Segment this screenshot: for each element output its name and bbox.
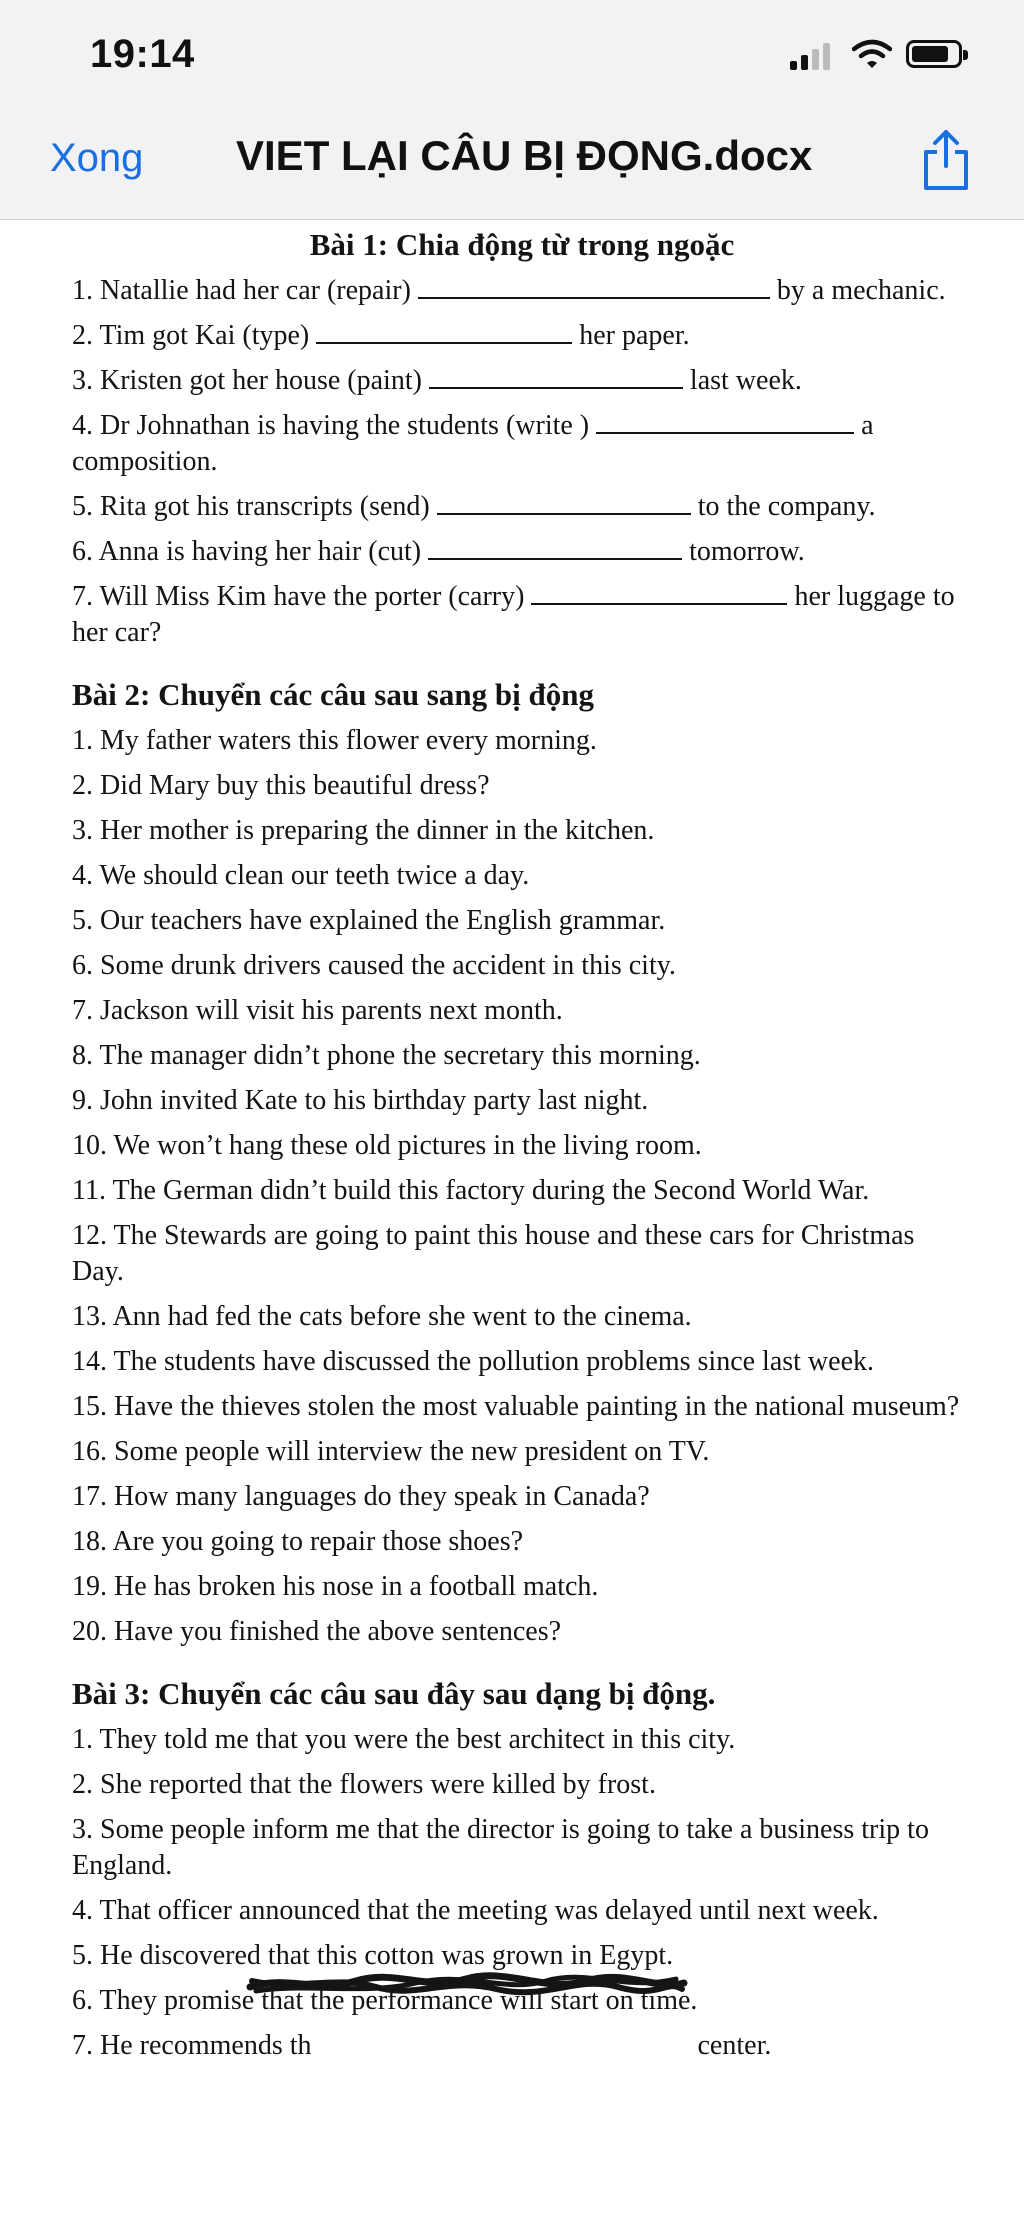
- ex2-item: 3. Her mother is preparing the dinner in the kitchen.: [72, 815, 655, 846]
- ex2-item: 2. Did Mary buy this beautiful dress?: [72, 770, 490, 801]
- document-title: VIET LẠI CÂU BỊ ĐỌNG.docx: [236, 132, 813, 179]
- ex1-item-2: 2. Tim got Kai (type) her paper.: [72, 320, 690, 351]
- ex2-item: 6. Some drunk drivers caused the accident in this city.: [72, 950, 676, 981]
- document-navbar: [0, 112, 1024, 220]
- ex2-item: 13. Ann had fed the cats before she went to the cinema.: [72, 1301, 692, 1332]
- status-bar: [0, 0, 1024, 112]
- exercise-2-title: Bài 2: Chuyển các câu sau sang bị động: [72, 677, 594, 712]
- ex3-item: 3. Some people inform me that the director is going to take a business trip to England.: [72, 1814, 929, 1881]
- ex3-item: 4. That officer announced that the meeting was delayed until next week.: [72, 1895, 879, 1926]
- ex2-item: 14. The students have discussed the pollution problems since last week.: [72, 1346, 875, 1377]
- ex3-item: 5. He discovered that this cotton was grown in Egypt.: [72, 1940, 674, 1971]
- ex1-item-1: 1. Natallie had her car (repair) by a mechanic.: [72, 275, 946, 306]
- ex3-item: 6. They promise that the performance will start on time.: [72, 1985, 698, 2016]
- ex2-item: 4. We should clean our teeth twice a day.: [72, 860, 530, 891]
- done-button[interactable]: Xong: [50, 136, 144, 180]
- ex2-item: 11. The German didn’t build this factory during the Second World War.: [72, 1175, 870, 1206]
- ex1-item-7: 7. Will Miss Kim have the porter (carry) her luggage to her car?: [72, 581, 955, 648]
- ex2-item: 1. My father waters this flower every morning.: [72, 725, 597, 756]
- ex2-item: 17. How many languages do they speak in Canada?: [72, 1481, 650, 1512]
- ex3-item-last: 7. He recommends th center.: [72, 2030, 772, 2061]
- ex3-item: 2. She reported that the flowers were killed by frost.: [72, 1769, 656, 1800]
- ex2-item: 16. Some people will interview the new president on TV.: [72, 1436, 710, 1467]
- ex2-item: 20. Have you finished the above sentences?: [72, 1616, 562, 1647]
- exercise-3-title: Bài 3: Chuyển các câu sau đây sau dạng bị động.: [72, 1676, 716, 1711]
- ex2-item: 19. He has broken his nose in a football match.: [72, 1571, 599, 1602]
- ex2-item: 12. The Stewards are going to paint this house and these cars for Christmas Day.: [72, 1220, 915, 1287]
- redaction-scribble: [246, 1969, 688, 1999]
- ex2-item: 18. Are you going to repair those shoes?: [72, 1526, 524, 1557]
- ex2-item: 7. Jackson will visit his parents next month.: [72, 995, 563, 1026]
- ex1-item-6: 6. Anna is having her hair (cut) tomorrow.: [72, 536, 805, 567]
- ex1-item-4: 4. Dr Johnathan is having the students (write ) a composition.: [72, 410, 874, 477]
- battery-icon: [906, 40, 962, 68]
- share-icon[interactable]: [918, 128, 974, 192]
- ex1-item-5: 5. Rita got his transcripts (send) to the company.: [72, 491, 876, 522]
- status-time: 19:14: [90, 32, 195, 76]
- ex2-item: 15. Have the thieves stolen the most valuable painting in the national museum?: [72, 1391, 960, 1422]
- exercise-1-title: Bài 1: Chia động từ trong ngoặc: [309, 227, 735, 262]
- document-page[interactable]: [0, 221, 1024, 2219]
- ex3-item: 1. They told me that you were the best architect in this city.: [72, 1724, 736, 1755]
- ex1-item-3: 3. Kristen got her house (paint) last week.: [72, 365, 802, 396]
- ex2-item: 10. We won’t hang these old pictures in the living room.: [72, 1130, 702, 1161]
- signal-icon: [790, 42, 834, 70]
- ex2-item: 5. Our teachers have explained the English grammar.: [72, 905, 666, 936]
- ex2-item: 9. John invited Kate to his birthday party last night.: [72, 1085, 649, 1116]
- wifi-icon: [852, 38, 892, 70]
- ex2-item: 8. The manager didn’t phone the secretary this morning.: [72, 1040, 701, 1071]
